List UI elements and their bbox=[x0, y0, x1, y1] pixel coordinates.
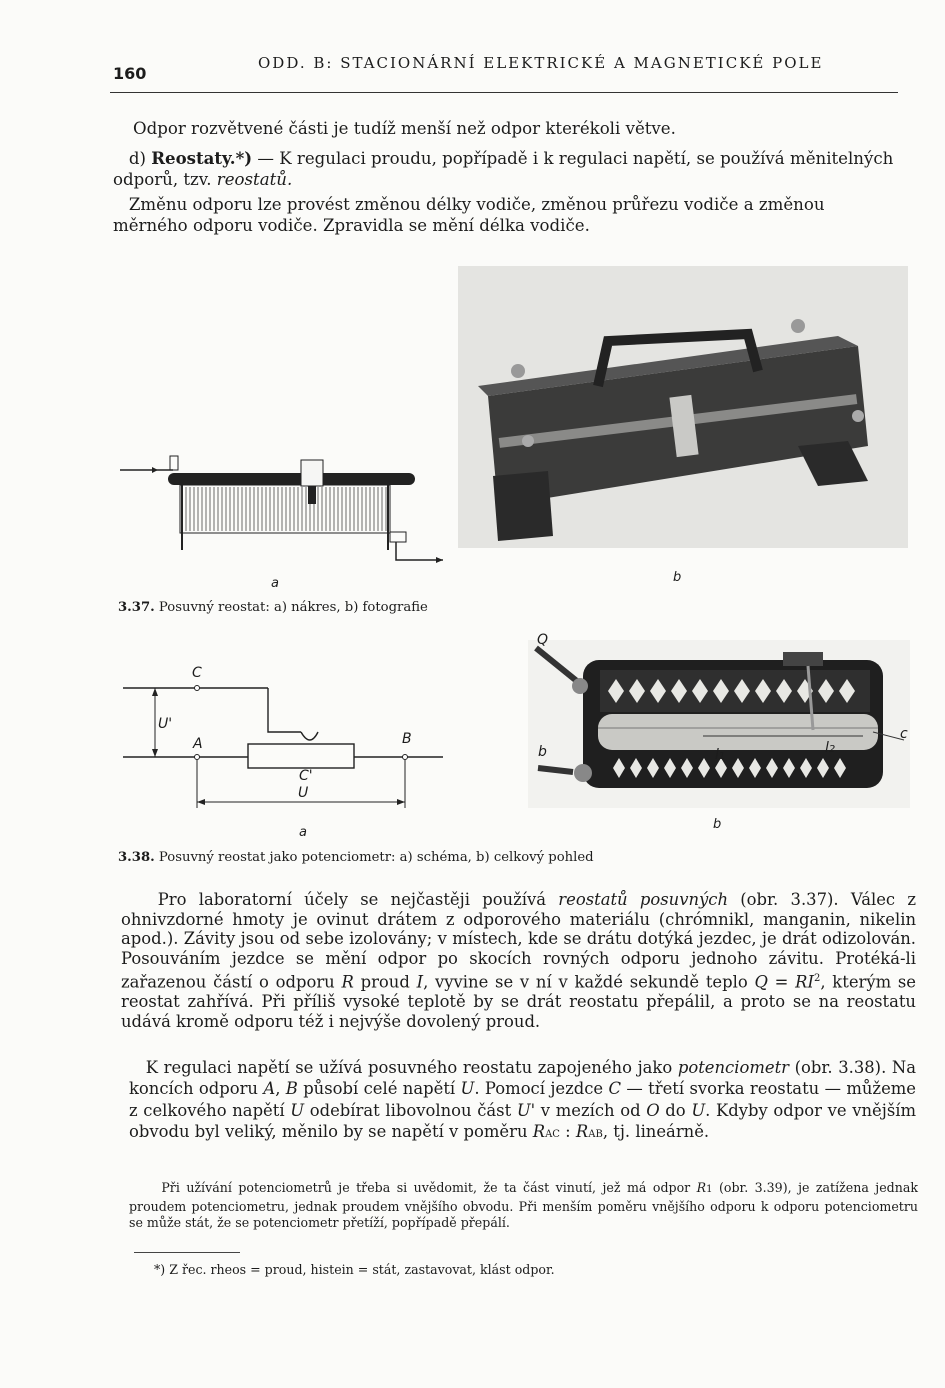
photo-label-l2: l2 bbox=[825, 740, 836, 756]
small-print-note: Při užívání potenciometrů je třeba si uvědomit, že ta část vinutí, jež má odpor R1 (obr. 3.39), je zatížena jednak proudem potenciometru, jednak proudem vnějšího obvodu. Při menším poměru vnějšího odporu k odporu potenciometru se může stát, že se potenciometr přetíží, popřípadě přepálí. bbox=[129, 1180, 918, 1230]
paragraph-laboratory: Pro laboratorní účely se nejčastěji používá reostatů posuvných (obr. 3.37). Válec z ohnivzdorné hmoty je ovinut drátem z odporového materiálu (chrómnikl, manganin, nikelin apod.). Závity jsou od sebe izolovány; v místech, kde se drátu dotýká jezdec, je drát odizolován. Posouváním jezdce se mění odpor po skocích rovných odporu jednoho závitu. Protéká-li zařazenou částí o odporu R proud I, vyvine se v ní v každé sekundě teplo $Q = RI^2$, kterým se reostat zahřívá. Při příliš vysoké teplotě by se drát reostatu přepálil, a proto se na reostatu udává kromě odporu též i nejvýše dovolený proud. bbox=[121, 890, 917, 1031]
figure-3-38-caption bbox=[118, 850, 594, 865]
paragraph-potentiometer: K regulaci napětí se užívá posuvného reostatu zapojeného jako potenciometr (obr. 3.38). Na koncích odporu A, B působí celé napětí U. Pomocí jezdce C — třetí svorka reostatu — můžeme z celkového napětí U odebírat libovolnou část U' v mezích od O do U. Kdyby odpor ve vnějším obvodu byl veliký, měnilo by se napětí v poměru RAC : RAB, tj. lineárně. bbox=[129, 1058, 917, 1141]
figure-3-37b-photo bbox=[458, 266, 908, 548]
paragraph-3 bbox=[113, 194, 898, 236]
header-rule bbox=[110, 92, 898, 93]
photo-label-l1: l1 bbox=[715, 747, 726, 763]
schematic-label-B: B bbox=[402, 731, 412, 747]
figure-3-38-label-b: b bbox=[713, 817, 722, 832]
section-heading: Reostaty.*) bbox=[151, 148, 253, 168]
caption-number: 3.38. bbox=[118, 850, 155, 865]
figure-3-37-label-a: a bbox=[271, 576, 279, 591]
caption-number: 3.37. bbox=[118, 600, 155, 615]
figure-3-37a-drawing bbox=[118, 450, 453, 570]
schematic-label-C: C bbox=[192, 665, 202, 681]
figure-3-37-caption bbox=[118, 600, 428, 615]
paragraph-reostaty bbox=[113, 148, 898, 190]
paragraph-text: Změnu odporu lze provést změnou délky vodiče, změnou průřezu vodiče a změnou měrného odporu vodiče. Zpravidla se mění délka vodiče. bbox=[113, 195, 825, 235]
section-label: d) bbox=[128, 149, 146, 168]
figure-3-37-label-b: b bbox=[673, 570, 682, 585]
figure-3-38-label-a: a bbox=[299, 825, 307, 840]
photo-label-b: b bbox=[538, 744, 547, 760]
running-title: ODD. B: STACIONÁRNÍ ELEKTRICKÉ A MAGNETICKÉ POLE bbox=[258, 54, 824, 72]
schematic-label-C-prime: C' bbox=[299, 768, 313, 784]
figure-3-38b-photo bbox=[528, 640, 910, 808]
paragraph-1: Odpor rozvětvené části je tudíž menší než odpor kterékoli větve. bbox=[133, 119, 676, 138]
paragraph-text: — K regulaci proudu, popřípadě i k regulaci napětí, se používá měnitelných odporů, tzv. bbox=[113, 149, 894, 189]
photo-label-c: c bbox=[900, 726, 908, 742]
footnote-rule bbox=[134, 1252, 240, 1253]
footnote: *) Z řec. rheos = proud, histein = stát, zastavovat, klást odpor. bbox=[154, 1262, 555, 1277]
photo-label-Q: Q bbox=[537, 632, 549, 648]
schematic-label-U-prime: U' bbox=[158, 716, 173, 732]
caption-text: Posuvný reostat jako potenciometr: a) schéma, b) celkový pohled bbox=[158, 850, 594, 865]
schematic-label-U: U bbox=[298, 785, 309, 801]
caption-text: Posuvný reostat: a) nákres, b) fotografie bbox=[158, 600, 428, 615]
schematic-label-A: A bbox=[193, 736, 203, 752]
italic-term: reostatů. bbox=[216, 170, 293, 189]
page-number: 160 bbox=[113, 64, 147, 83]
